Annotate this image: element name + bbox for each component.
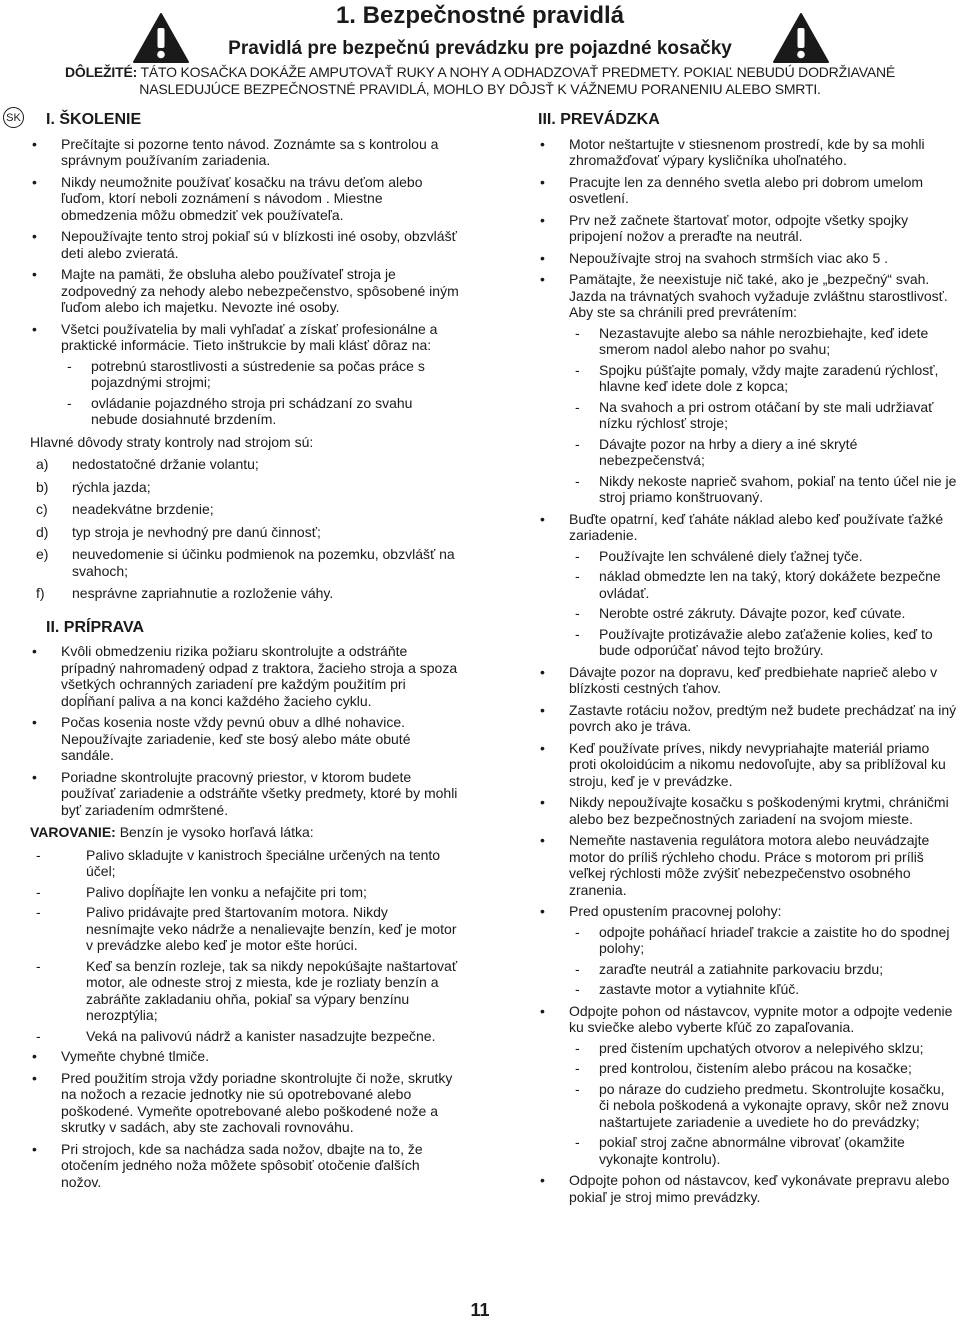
- list-item: • Prečítajte si pozorne tento návod. Zoznámte sa s kontrolou a správnym používaním zariadenia.: [30, 136, 460, 169]
- causes-list: [30, 456, 460, 602]
- list-item: - Dávajte pozor na hrby a diery a iné skryté nebezpečenstvá;: [569, 436, 958, 469]
- list-item: - Spojku púšťajte pomaly, vždy majte zaradenú rýchlosť, hlavne keď idete dole z kopca;: [569, 362, 958, 395]
- list-item: - po náraze do cudzieho predmetu. Skontrolujte kosačku, či nebola poškodená a vykonajte opravy, skôr než znovu naštartujete zariadenie a uvediete ho do prevádzky;: [569, 1081, 958, 1131]
- list-item: - Palivo skladujte v kanistroch špeciálne určených na tento účel;: [30, 847, 460, 880]
- list-item: - pred čistením upchatých otvorov a nelepivého sklzu;: [569, 1040, 958, 1057]
- list-item: • Kvôli obmedzeniu rizika požiaru skontrolujte a odstráňte prípadný nahromadený odpad z traktora, žacieho stroja a spoza všetkých ochranných zariadení pre každým použitím pri dopĺňaní paliva a na konci každého žacieho cyklu.: [30, 643, 460, 709]
- warning-line-2: NASLEDUJÚCE BEZPEČNOSTNÉ PRAVIDLÁ, MOHLO BY DÔJSŤ K VÁŽNEMU PORANENIU ALEBO SMRTI.: [139, 81, 821, 97]
- list-item: - Veká na palivovú nádrž a kanister nasadzujte bezpečne.: [30, 1028, 460, 1045]
- list-item: • Zastavte rotáciu nožov, predtým než budete prechádzať na iný povrch ako je tráva.: [538, 702, 958, 735]
- list-item: [30, 479, 460, 496]
- item-text: neuvedomenie si účinku podmienok na pozemku, obzvlášť na svahoch;: [72, 546, 455, 579]
- important-label: DÔLEŽITÉ:: [64, 64, 138, 80]
- list-item: • Nepoužívajte tento stroj pokiaľ sú v blízkosti iné osoby, obzvlášť deti alebo zvieratá.: [30, 228, 460, 261]
- list-item: - Palivo dopĺňajte len vonku a nefajčite pri tom;: [30, 884, 460, 901]
- list-item: • Majte na pamäti, že obsluha alebo používateľ stroja je zodpovedný za nehody alebo nebezpečenstvo, spôsobené iným ľuďom alebo ich majetku. Nevozte iné osoby.: [30, 266, 460, 316]
- list-item-text: Všetci používatelia by mali vyhľadať a získať profesionálne a praktické informácie. Tieto inštrukcie by mali klásť dôraz na:: [61, 320, 438, 353]
- list-item: [30, 456, 460, 473]
- item-label: f): [36, 585, 45, 601]
- left-column: [30, 112, 460, 1195]
- page-number: 11: [470, 1300, 490, 1320]
- list-item: - Nikdy nekoste naprieč svahom, pokiaľ na tento účel nie je stroj priamo konštruovaný.: [569, 473, 958, 506]
- list-item: - ovládanie pojazdného stroja pri schádzaní zo svahu nebude dosiahnuté brzdením.: [61, 395, 460, 428]
- item-label: a): [36, 456, 49, 472]
- list-item: • Počas kosenia noste vždy pevnú obuv a dlhé nohavice. Nepoužívajte zariadenie, keď ste bosý alebo máte obuté sandále.: [30, 714, 460, 764]
- list-item-text: Pred opustením pracovnej polohy:: [569, 903, 782, 919]
- list-item: • Pracujte len za denného svetla alebo pri dobrom umelom osvetlení.: [538, 174, 958, 207]
- list-item: • Nikdy nepoužívajte kosačku s poškodenými krytmi, chráničmi alebo bez bezpečnostných zariadení na svojom mieste.: [538, 794, 958, 827]
- leave-list: [569, 924, 958, 998]
- list-item: - zastavte motor a vytiahnite kľúč.: [569, 981, 958, 998]
- list-item: • Vymeňte chybné tlmiče.: [30, 1048, 460, 1065]
- preparation-list-continued: [30, 1048, 460, 1190]
- fuel-list: [30, 847, 460, 1045]
- list-item: [30, 585, 460, 602]
- list-item: [538, 1003, 958, 1168]
- list-item: • Motor neštartujte v stiesnenom prostredí, kde by sa mohli zhromažďovať výpary kysličníka uhoľnatého.: [538, 136, 958, 169]
- disconnect-list: [569, 1040, 958, 1168]
- list-item: - Na svahoch a pri ostrom otáčaní by ste mali udržiavať nízku rýchlosť stroje;: [569, 399, 958, 432]
- list-item: • Dávajte pozor na dopravu, keď predbiehate naprieč alebo v blízkosti cestných ťahov.: [538, 664, 958, 697]
- slope-list: [569, 325, 958, 506]
- list-item: • Odpojte pohon od nástavcov, keď vykonávate prepravu alebo pokiaľ je stroj mimo prevádzky.: [538, 1172, 958, 1205]
- section-heading-preparation: II. PRÍPRAVA: [46, 618, 145, 636]
- item-text: nesprávne zapriahnutie a rozloženie váhy.: [72, 585, 334, 601]
- list-item: [30, 546, 460, 579]
- list-item: - Keď sa benzín rozleje, tak sa nikdy nepokúšajte naštartovať motor, ale odneste stroj z miesta, kde je rozliaty benzín a zabráňte zakladaniu ohňa, pokiaľ sa výpary benzínu nerozptýlia;: [30, 958, 460, 1024]
- list-item: • Nikdy neumožnite používať kosačku na trávu deťom alebo ľuďom, ktorí neboli zoznámení s návodom . Miestne obmedzenia môžu obmedziť vek používateľa.: [30, 174, 460, 224]
- language-badge: SK: [3, 107, 24, 128]
- item-label: b): [36, 478, 49, 495]
- list-item: [30, 524, 460, 541]
- list-item: - zaraďte neutrál a zatiahnite parkovaciu brzdu;: [569, 961, 958, 978]
- page-title: 1. Bezpečnostné pravidlá: [335, 2, 625, 29]
- list-item: - Používajte protizávažie alebo zaťaženie kolies, keď to bude odporúčať návod tejto brožúry.: [569, 626, 958, 659]
- item-text: rýchla jazda;: [72, 478, 151, 495]
- list-item: • Pri strojoch, kde sa nachádza sada nožov, dbajte na to, že otočením jedného noža môžete spôsobiť otočenie ďalších nožov.: [30, 1141, 460, 1191]
- list-item: • Pred použitím stroja vždy poriadne skontrolujte či nože, skrutky na nožoch a rezacie jednotky nie sú opotrebované alebo poškodené. Vymeňte opotrebované alebo poškodené nože a skrutky v sadách, aby ste zachovali rovnováhu.: [30, 1070, 460, 1136]
- list-item: - Používajte len schválené diely ťažnej tyče.: [569, 548, 958, 565]
- list-item: • Poriadne skontrolujte pracovný priestor, v ktorom budete používať zariadenie a odstráňte všetky predmety, ktoré by mohli byť zariadením odmrštené.: [30, 769, 460, 819]
- list-item: • Nepoužívajte stroj na svahoch strmších viac ako 5 .: [538, 250, 958, 267]
- list-item: [538, 903, 958, 998]
- item-label: e): [36, 546, 49, 562]
- causes-intro: Hlavné dôvody straty kontroly nad strojom sú:: [30, 433, 314, 450]
- item-label: d): [36, 523, 49, 540]
- training-list: [30, 136, 460, 428]
- list-item: [538, 271, 958, 506]
- list-item-text: Buďte opatrní, keď ťaháte náklad alebo keď používate ťažké zariadenie.: [569, 510, 944, 543]
- emphasis-list: [61, 358, 460, 428]
- list-item: [538, 511, 958, 659]
- list-item: [30, 501, 460, 518]
- list-item: • Keď používate príves, nikdy nevypriahajte materiál priamo proti okoloidúcim a nikomu nedovoľujte, aby sa priblížoval ku stroju, keď je v prevádzke.: [538, 740, 958, 790]
- warning-label: VAROVANIE:: [30, 824, 116, 840]
- list-item: - potrebnú starostlivosti a sústredenie sa počas práce s pojazdnými strojmi;: [61, 358, 460, 391]
- list-item: - Palivo pridávajte pred štartovaním motora. Nikdy nesnímajte veko nádrže a nenalievajte benzín, keď je motor v prevádzke alebo keď je motor ešte horúci.: [30, 904, 460, 954]
- list-item: - pred kontrolou, čistením alebo prácou na kosačke;: [569, 1060, 958, 1077]
- fuel-warning: [30, 824, 460, 841]
- preparation-list: [30, 643, 460, 818]
- list-item: - odpojte poháňací hriadeľ trakcie a zaistite ho do spodnej polohy;: [569, 924, 958, 957]
- page-subtitle: Pravidlá pre bezpečnú prevádzku pre pojazdné kosačky: [228, 38, 732, 59]
- section-heading-operation: III. PREVÁDZKA: [538, 111, 660, 128]
- right-column: [538, 112, 958, 1210]
- list-item-text: Pamätajte, že neexistuje nič také, ako je „bezpečný“ svah. Jazda na trávnatých svahoch vyžaduje zvláštnu starostlivosť. Aby ste sa chránili pred prevrátením:: [569, 271, 948, 320]
- warning-line-1: TÁTO KOSAČKA DOKÁŽE AMPUTOVAŤ RUKY A NOHY A ODHADZOVAŤ PREDMETY. POKIAĽ NEBUDÚ DODRŽIAVANÉ: [140, 64, 896, 80]
- item-text: typ stroja je nevhodný pre danú činnosť;: [72, 523, 321, 540]
- warning-text: Benzín je vysoko horľavá látka:: [119, 824, 314, 840]
- operation-list: [538, 136, 958, 1206]
- list-item: - Nerobte ostré zákruty. Dávajte pozor, keď cúvate.: [569, 605, 958, 622]
- list-item: - náklad obmedzte len na taký, ktorý dokážete bezpečne ovládať.: [569, 568, 958, 601]
- item-text: neadekvátne brzdenie;: [72, 501, 214, 517]
- list-item: - pokiaľ stroj začne abnormálne vibrovať (okamžite vykonajte kontrolu).: [569, 1134, 958, 1167]
- list-item: [30, 321, 460, 428]
- list-item: • Nemeňte nastavenia regulátora motora alebo neuvádzajte motor do príliš rýchleho chodu. Práce s motorom pri príliš veľkej rýchlosti môže zvýšiť nebezpečenstvo osobného zranenia.: [538, 832, 958, 898]
- important-warning: [4, 64, 956, 98]
- list-item-text: Odpojte pohon od nástavcov, vypnite motor a odpojte vedenie ku sviečke alebo vyberte kľúč zo zapaľovania.: [569, 1002, 953, 1035]
- section-heading-training: I. ŠKOLENIE: [46, 111, 142, 128]
- list-item: • Prv než začnete štartovať motor, odpojte všetky spojky pripojení nožov a preraďte na neutrál.: [538, 212, 958, 245]
- list-item: - Nezastavujte alebo sa náhle nerozbiehajte, keď idete smerom nadol alebo nahor po svahu;: [569, 325, 958, 358]
- item-text: nedostatočné držanie volantu;: [72, 456, 259, 472]
- item-label: c): [36, 501, 48, 517]
- tow-list: [569, 548, 958, 659]
